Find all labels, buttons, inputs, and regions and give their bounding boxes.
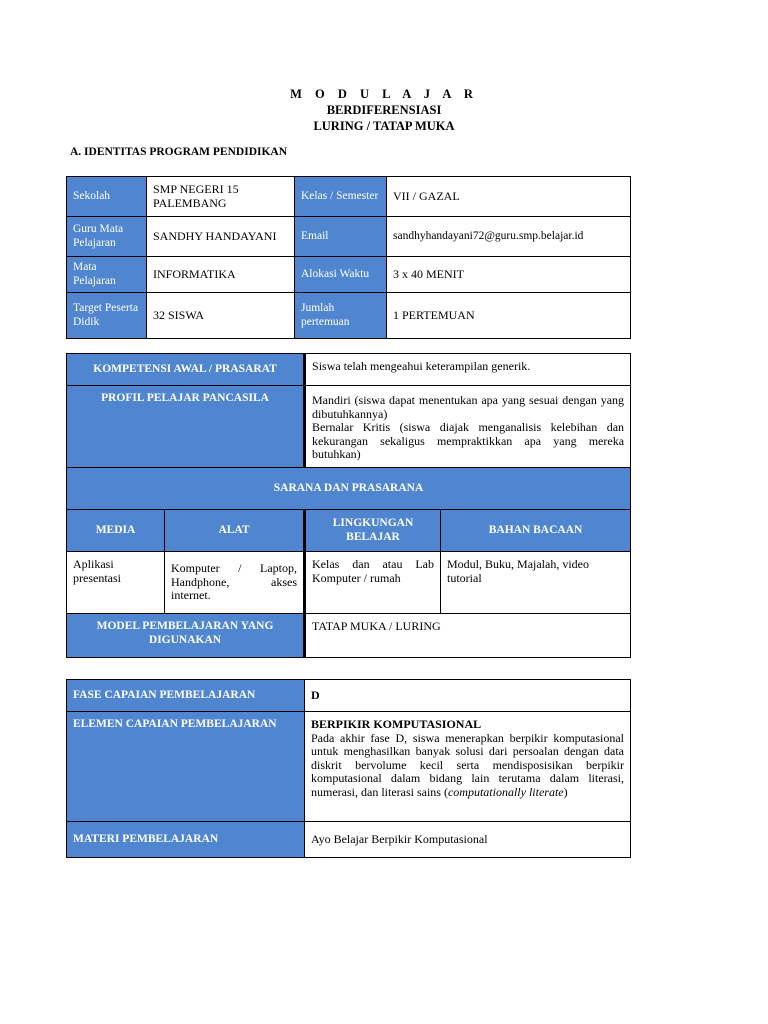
target-value: 32 SISWA (147, 293, 295, 339)
guru-value: SANDHY HANDAYANI (147, 217, 295, 257)
kompetensi-table (66, 353, 631, 658)
elemen-value (305, 712, 631, 822)
col-alat: ALAT (165, 510, 305, 552)
sekolah-value: SMP NEGERI 15 PALEMBANG (147, 177, 295, 217)
alat-value: Komputer / Laptop, Handphone, akses internet. (165, 552, 305, 614)
email-label: Email (295, 217, 387, 257)
capaian-table (66, 679, 631, 858)
document-title (0, 86, 768, 134)
title-line-3: LURING / TATAP MUKA (313, 119, 455, 133)
materi-label: MATERI PEMBELAJARAN (67, 822, 305, 858)
kelas-label: Kelas / Semester (295, 177, 387, 217)
fase-value: D (305, 680, 631, 712)
elemen-close: ) (563, 784, 568, 799)
alokasi-label: Alokasi Waktu (295, 257, 387, 293)
elemen-title: BERPIKIR KOMPUTASIONAL (311, 717, 482, 731)
media-value: Aplikasi presentasi (67, 552, 165, 614)
sarana-heading: SARANA DAN PRASARANA (67, 468, 631, 510)
elemen-text: Pada akhir fase D, siswa menerapkan berpikir komputasional untuk menghasilkan banyak solusi dari persoalan dengan data diskrit bervolume kecil serta mendisposisikan berpikir komputasional dalam bidang lain terutama dalam literasi, numerasi, dan literasi sains ( (311, 730, 624, 799)
col-lingkungan: LINGKUNGAN BELAJAR (305, 510, 441, 552)
col-media: MEDIA (67, 510, 165, 552)
model-label: MODEL PEMBELAJARAN YANG DIGUNAKAN (67, 614, 305, 658)
kompetensi-label: KOMPETENSI AWAL / PRASARAT (67, 354, 305, 386)
kompetensi-value: Siswa telah mengeahui keterampilan generik. (305, 354, 631, 386)
alokasi-value: 3 x 40 MENIT (387, 257, 631, 293)
section-a-heading: A. IDENTITAS PROGRAM PENDIDIKAN (70, 146, 288, 158)
materi-value: Ayo Belajar Berpikir Komputasional (305, 822, 631, 858)
guru-label: Guru Mata Pelajaran (67, 217, 147, 257)
identitas-table (66, 176, 631, 339)
title-line-2: BERDIFERENSIASI (326, 103, 442, 117)
profil-mandiri: Mandiri (siswa dapat menentukan apa yang sesuai dengan yang dibutuhkannya) (312, 393, 625, 421)
bahan-value: Modul, Buku, Majalah, video tutorial (441, 552, 631, 614)
email-value: sandhyhandayani72@guru.smp.belajar.id (387, 217, 631, 257)
profil-value (305, 386, 631, 468)
mapel-value: INFORMATIKA (147, 257, 295, 293)
target-label: Target Peserta Didik (67, 293, 147, 339)
jumlah-value: 1 PERTEMUAN (387, 293, 631, 339)
fase-label: FASE CAPAIAN PEMBELAJARAN (67, 680, 305, 712)
sekolah-label: Sekolah (67, 177, 147, 217)
kelas-value: VII / GAZAL (387, 177, 631, 217)
profil-label: PROFIL PELAJAR PANCASILA (67, 386, 305, 468)
model-value: TATAP MUKA / LURING (305, 614, 631, 658)
mapel-label: Mata Pelajaran (67, 257, 147, 293)
profil-bernalar: Bernalar Kritis (siswa diajak menganalisis kelebihan dan kekurangan sekaligus mempraktikkan apa yang mereka butuhkan) (312, 420, 625, 461)
jumlah-label: Jumlah pertemuan (295, 293, 387, 339)
lingkungan-value: Kelas dan atau Lab Komputer / rumah (305, 552, 441, 614)
elemen-label: ELEMEN CAPAIAN PEMBELAJARAN (67, 712, 305, 822)
col-bahan: BAHAN BACAAN (441, 510, 631, 552)
title-line-1: M O D U L A J A R (290, 87, 478, 101)
elemen-italic: computationally literate (447, 784, 564, 799)
